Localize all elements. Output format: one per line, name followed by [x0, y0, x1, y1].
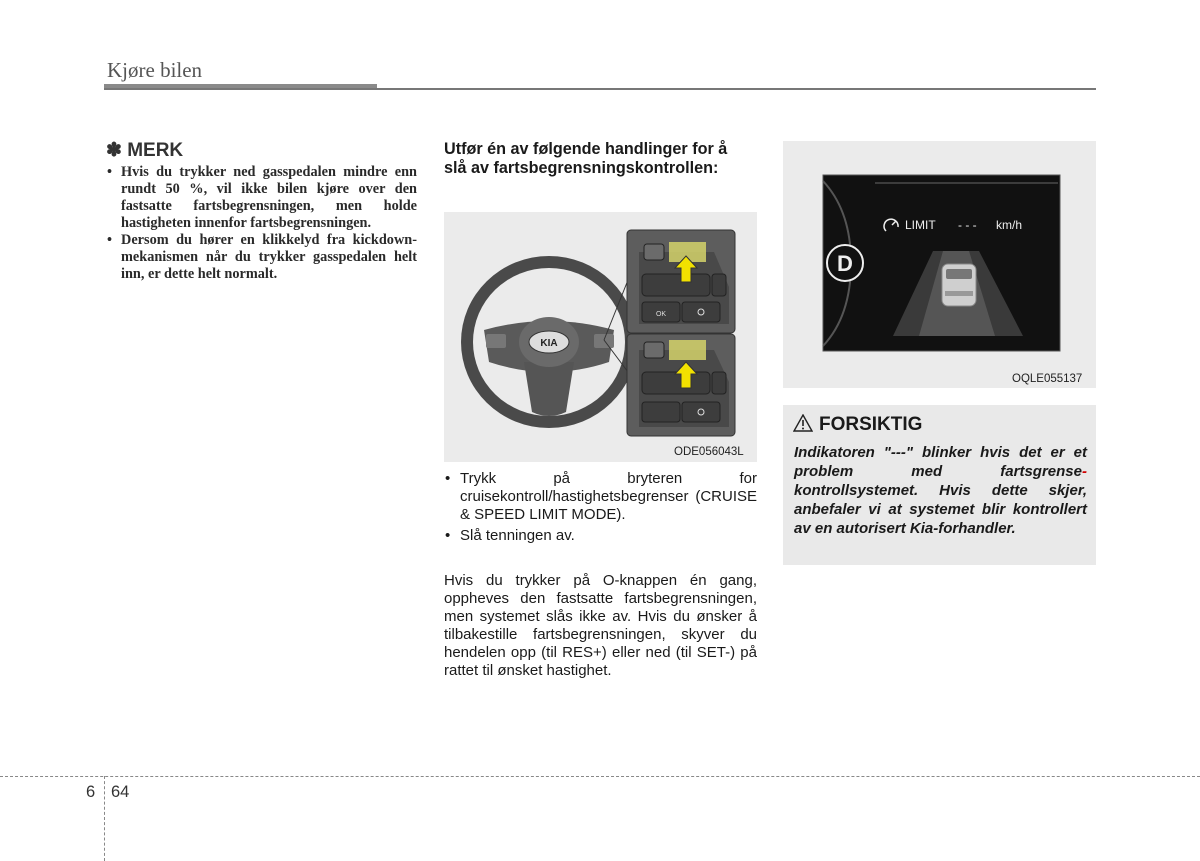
footer-divider: [104, 776, 105, 861]
note-item: • Hvis du trykker ned gasspedalen mindre enn rundt 50 %, vil ikke bilen kjøre over den fastsatte fartsbegrensningen, men holde hastigheten innenfor fartsbegrensningen.: [106, 164, 417, 232]
caution-box: [783, 405, 1096, 565]
figure-caption: ODE056043L: [674, 446, 744, 458]
car-icon: [942, 264, 976, 306]
caution-text-part: kontrollsystemet. Hvis dette skjer, anbefaler vi at systemet blir kontrollert av en autorisert Kia-forhandler.: [794, 482, 1087, 537]
body-paragraph: Hvis du trykker på O-knappen én gang, oppheves den fastsatte fartsbegrensningen, men systemet slås ikke av. Hvis du ønsker å tilbakestille fartsbegrensningen, skyver du hendelen opp (til RES+) eller ned (til SET-) på rattet til ønsket hastighet.: [444, 572, 757, 679]
limit-label: LIMIT: [905, 218, 936, 232]
switch-panel-top: [627, 230, 735, 333]
switch-panel-bottom: [627, 334, 735, 436]
caution-text: [794, 443, 1087, 538]
figure-caption: OQLE055137: [1012, 373, 1083, 385]
limit-value: - - -: [958, 218, 977, 232]
header-rule: [104, 88, 1096, 90]
note-heading: ✽ MERK: [106, 140, 184, 161]
hyphen-mark: -: [1082, 463, 1087, 480]
caution-heading: [793, 414, 922, 436]
page-number: 64: [111, 783, 130, 801]
kia-logo: KIA: [540, 338, 558, 349]
warning-triangle-icon: [793, 414, 813, 432]
action-item: • Trykk på bryteren for cruisekontroll/hastighetsbegrenser (CRUISE & SPEED LIMIT MODE).: [444, 470, 757, 524]
chapter-title: Kjøre bilen: [107, 58, 203, 82]
steering-wheel-illustration: [444, 212, 757, 462]
ok-button-label: OK: [655, 311, 667, 318]
note-list: [106, 164, 417, 283]
action-item: • Slå tenningen av.: [444, 527, 757, 545]
section-number: 6: [86, 783, 96, 801]
steering-wheel-figure: [444, 212, 757, 462]
note-item: • Dersom du hører en klikkelyd fra kickdown-mekanismen når du trykker gasspedalen helt inn, er dette helt normalt.: [106, 232, 417, 283]
steering-wheel-icon: [461, 256, 637, 428]
action-list: [444, 470, 757, 548]
cluster-display-figure: [783, 141, 1096, 388]
caution-title: FORSIKTIG: [819, 414, 923, 435]
section-heading: Utfør én av følgende handlinger for å slå av fartsbegrensningskontrollen:: [444, 140, 728, 177]
speed-unit: km/h: [996, 218, 1023, 232]
gear-indicator: D: [837, 251, 853, 276]
footer-rule: [0, 776, 1200, 777]
caution-text-part: Indikatoren "---" blinker hvis det er et problem med fartsgrense: [794, 444, 1087, 480]
